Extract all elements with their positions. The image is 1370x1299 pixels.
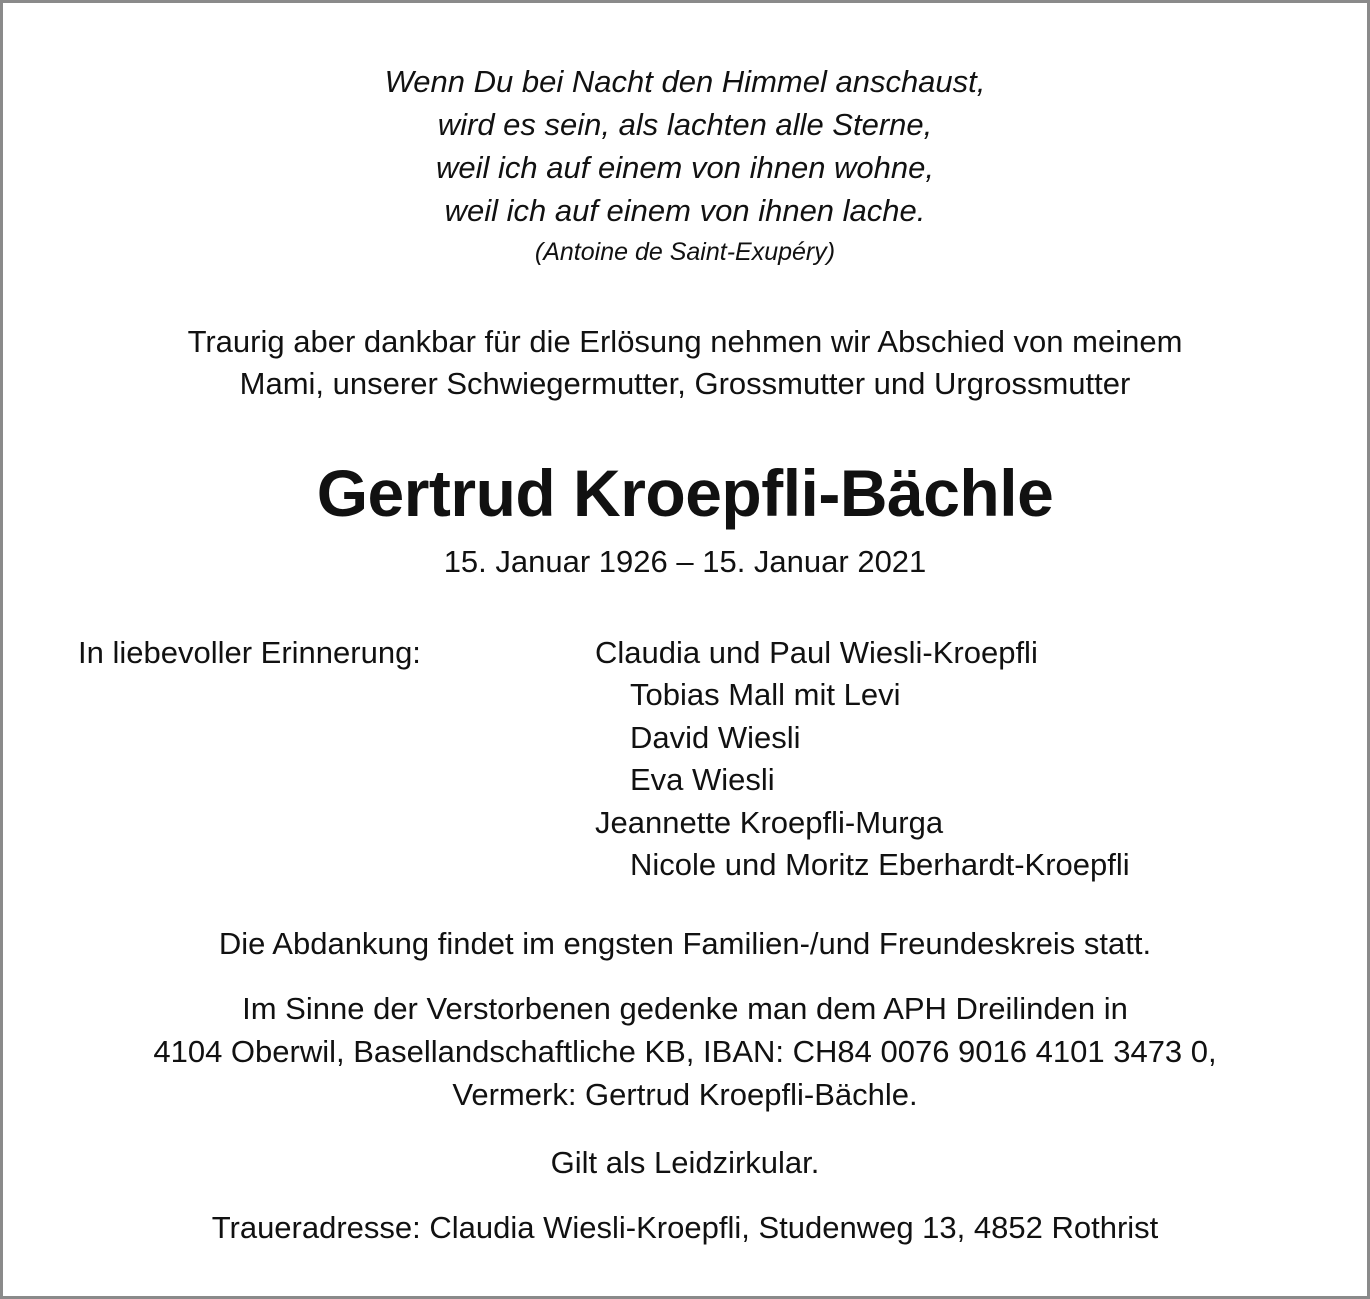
quote-line: weil ich auf einem von ihnen lache. (444, 193, 926, 228)
ceremony-text: Die Abdankung findet im engsten Familien-/und Freundeskreis statt. (218, 926, 1152, 961)
donation-line: Im Sinne der Verstorbenen gedenke man dem APH Dreilinden in (242, 991, 1128, 1026)
mourner-name: Tobias Mall mit Levi (630, 677, 901, 712)
donation-line: Vermerk: Gertrud Kroepfli-Bächle. (452, 1077, 918, 1112)
mourner-name: Jeannette Kroepfli-Murga (595, 805, 944, 840)
life-dates: 15. Januar 1926 – 15. Januar 2021 (443, 544, 927, 579)
intro-line: Mami, unserer Schwiegermutter, Grossmutter und Urgrossmutter (239, 366, 1131, 401)
mourner-name: Claudia und Paul Wiesli-Kroepfli (595, 635, 1038, 670)
quote-line: wird es sein, als lachten alle Sterne, (437, 107, 933, 142)
deceased-name: Gertrud Kroepfli-Bächle (316, 456, 1054, 530)
mourner-name: Nicole und Moritz Eberhardt-Kroepfli (630, 847, 1130, 882)
quote-author: (Antoine de Saint-Exupéry) (534, 238, 836, 266)
quote-line: weil ich auf einem von ihnen wohne, (435, 150, 935, 185)
mourner-name: Eva Wiesli (630, 762, 775, 797)
mourning-address: Traueradresse: Claudia Wiesli-Kroepfli, Studenweg 13, 4852 Rothrist (211, 1210, 1159, 1245)
donation-line: 4104 Oberwil, Basellandschaftliche KB, IBAN: CH84 0076 9016 4101 3473 0, (153, 1034, 1217, 1069)
quote-line: Wenn Du bei Nacht den Himmel anschaust, (384, 64, 986, 99)
mourner-name: David Wiesli (630, 720, 801, 755)
memory-label: In liebevoller Erinnerung: (78, 635, 421, 670)
intro-line: Traurig aber dankbar für die Erlösung nehmen wir Abschied von meinem (187, 324, 1183, 359)
circular-note: Gilt als Leidzirkular. (550, 1145, 820, 1180)
